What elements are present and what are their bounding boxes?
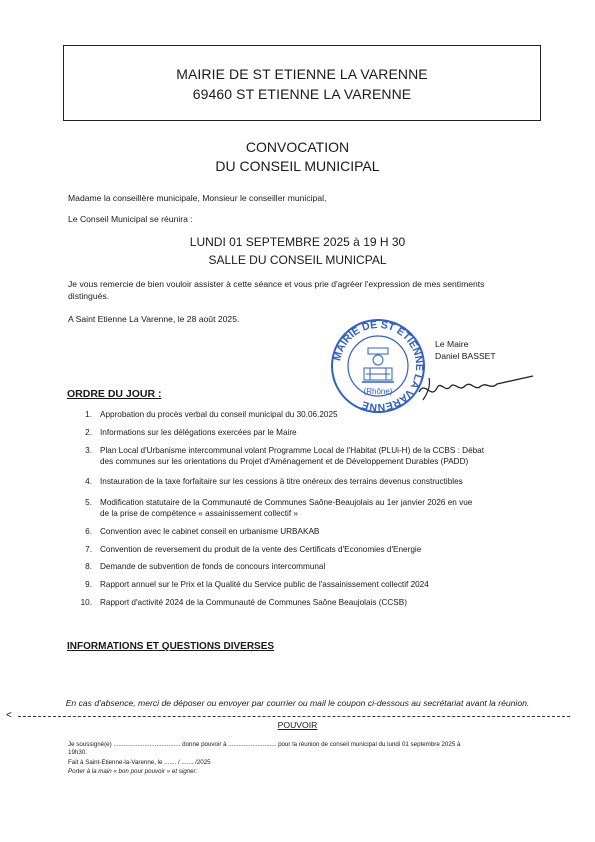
mayor-role: Le Maire (435, 339, 469, 349)
cut-mark: < (6, 710, 12, 721)
agenda-text: Rapport annuel sur le Prix et la Qualité du Service public de l'assainissement collectif 2024 (100, 580, 429, 589)
pouvoir-line1: Je soussigné(e) ....................................... donne pouvoir à ............................ pour la réunion de conseil municipal du lundi 01 septembre 2025 à (68, 741, 461, 748)
agenda-number: 7. (85, 545, 92, 554)
absence-note: En cas d'absence, merci de déposer ou envoyer par courrier ou mail le coupon ci-dessous au secrétariat avant la réunion. (65, 698, 530, 708)
mairie-name: MAIRIE DE ST ETIENNE LA VARENNE (176, 66, 428, 82)
closing-line1: Je vous remercie de bien vouloir assister à cette séance et vous prie d'agréer l'expression de mes sentiments (68, 279, 485, 289)
agenda-text: Modification statutaire de la Communauté de Communes Saône-Beaujolais au 1er janvier 2026 en vue (100, 498, 473, 507)
place-date: A Saint Etienne La Varenne, le 28 août 2025. (68, 314, 240, 324)
mayor-name: Daniel BASSET (435, 351, 496, 361)
pouvoir-line2: 19h30. (68, 749, 87, 756)
pouvoir-line3: Fait à Saint-Etienne-la-Varenne, le ....... / ....... /2025 (68, 759, 211, 766)
agenda-text: Demande de subvention de fonds de concours intercommunal (100, 562, 326, 571)
intro: Le Conseil Municipal se réunira : (68, 214, 193, 224)
agenda-heading: ORDRE DU JOUR : (67, 388, 162, 400)
agenda-number: 6. (85, 527, 92, 536)
agenda-number: 10. (80, 598, 92, 607)
stamp-sub-text: (Rhône) (363, 387, 393, 396)
agenda-number: 3. (85, 446, 92, 455)
agenda-number: 5. (85, 498, 92, 507)
agenda-text-cont: de la prise de compétence « assainissement collectif » (100, 509, 298, 518)
agenda-text-cont: des communes sur les orientations du Projet d'Aménagement et de Développement Durables (PADD) (100, 457, 469, 466)
agenda-text: Plan Local d'Urbanisme intercommunal volant Programme Local de l'Habitat (PLUi-H) de la CCBS : Débat (100, 446, 485, 455)
agenda-text: Approbation du procès verbal du conseil municipal du 30.06.2025 (100, 410, 338, 419)
agenda-text: Convention de reversement du produit de la vente des Certificats d'Economies d'Energie (100, 545, 422, 554)
agenda-number: 2. (85, 428, 92, 437)
doc-title: CONVOCATION (245, 139, 350, 155)
town-hall-stamp (330, 318, 426, 414)
cut-line (18, 716, 570, 717)
mayor-signature (415, 370, 535, 404)
agenda-number: 8. (85, 562, 92, 571)
stamp-text: MAIRIE DE ST ETIENNE LA VARENNE (331, 318, 426, 414)
meeting-place: SALLE DU CONSEIL MUNICPAL (208, 253, 387, 267)
agenda-number: 4. (85, 477, 92, 486)
header-box (63, 45, 541, 121)
mairie-address: 69460 ST ETIENNE LA VARENNE (192, 86, 412, 102)
agenda-number: 9. (85, 580, 92, 589)
closing-line2: distingués. (68, 291, 110, 301)
agenda-text: Instauration de la taxe forfaitaire sur les cessions à titre onéreux des terrains devenus constructibles (100, 477, 463, 486)
doc-subtitle: DU CONSEIL MUNICIPAL (215, 158, 380, 174)
agenda-text: Rapport d'activité 2024 de la Communauté de Communes Saône Beaujolais (CCSB) (100, 598, 407, 607)
pouvoir-line4: Porter à la main « bon pour pouvoir » et signer. (68, 768, 198, 775)
agenda-number: 1. (85, 410, 92, 419)
agenda-text: Informations sur les délégations exercées par le Maire (100, 428, 297, 437)
agenda-text: Convention avec le cabinet conseil en urbanisme URBAKAB (100, 527, 320, 536)
salutation: Madame la conseillère municipale, Monsieur le conseiller municipal, (68, 193, 327, 203)
pouvoir-title: POUVOIR (277, 720, 318, 730)
meeting-date: LUNDI 01 SEPTEMBRE 2025 à 19 H 30 (189, 235, 406, 249)
info-heading: INFORMATIONS ET QUESTIONS DIVERSES (67, 641, 275, 652)
